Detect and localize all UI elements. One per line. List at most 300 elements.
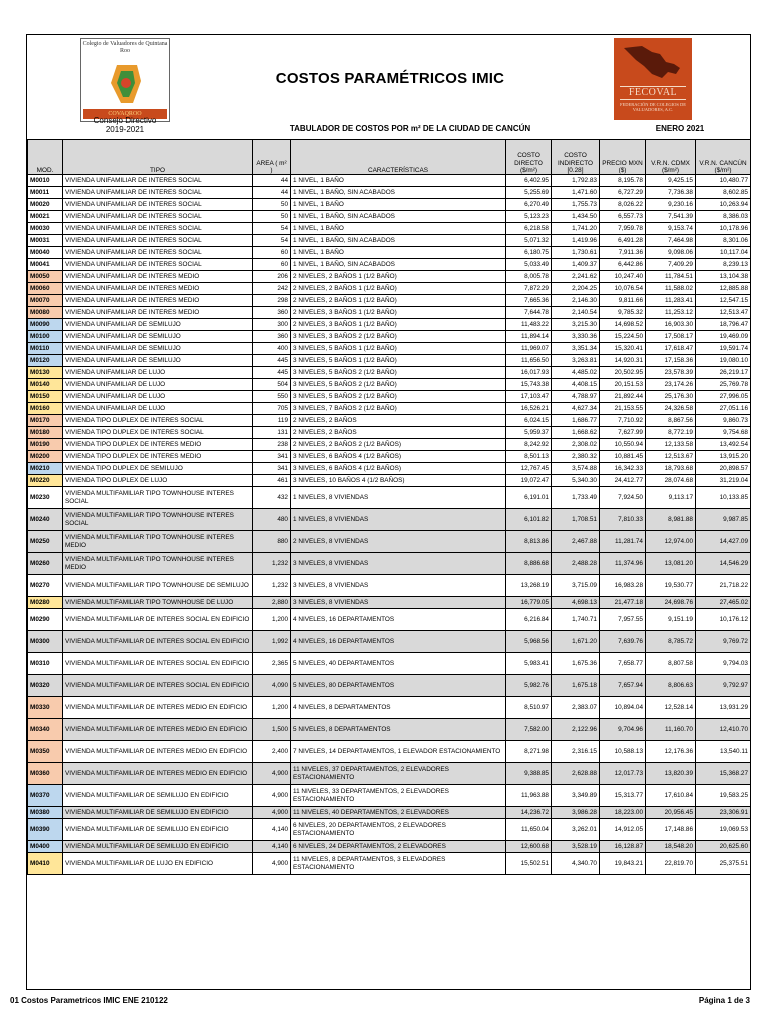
cell-area: 238 xyxy=(253,439,291,451)
cell-area: 4,090 xyxy=(253,675,291,697)
cell-tipo: VIVIENDA MULTIFAMILIAR DE SEMILUJO EN EDIFICIO xyxy=(63,819,253,841)
cell-tipo: VIVIENDA UNIFAMILIAR DE SEMILUJO xyxy=(63,331,253,343)
cell-precio: 19,843.21 xyxy=(600,853,646,875)
cell-precio: 8,026.22 xyxy=(600,199,646,211)
cell-mod: M0410 xyxy=(28,853,63,875)
cell-tipo: VIVIENDA TIPO DUPLEX DE LUJO xyxy=(63,475,253,487)
logo-band: COVAQROO xyxy=(83,109,167,119)
cell-costo-indirecto: 3,574.88 xyxy=(552,463,600,475)
cell-costo-directo: 12,600.68 xyxy=(506,841,552,853)
cell-tipo: VIVIENDA MULTIFAMILIAR DE SEMILUJO EN EDIFICIO xyxy=(63,841,253,853)
cell-precio: 12,017.73 xyxy=(600,763,646,785)
cell-tipo: VIVIENDA MULTIFAMILIAR DE INTERES SOCIAL EN EDIFICIO xyxy=(63,653,253,675)
cell-vrn-cdmx: 8,867.56 xyxy=(646,415,696,427)
cell-costo-indirecto: 2,122.96 xyxy=(552,719,600,741)
cell-caracteristicas: 3 NIVELES, 5 BAÑOS 1 (1/2 BAÑO) xyxy=(291,355,506,367)
cell-area: 341 xyxy=(253,451,291,463)
cell-caracteristicas: 2 NIVELES, 3 BAÑOS 1 (1/2 BAÑO) xyxy=(291,319,506,331)
cell-costo-directo: 5,123.23 xyxy=(506,211,552,223)
table-row xyxy=(28,355,751,367)
cell-costo-directo: 5,982.76 xyxy=(506,675,552,697)
cell-costo-indirecto: 1,409.37 xyxy=(552,259,600,271)
cell-area: 50 xyxy=(253,211,291,223)
cell-vrn-cancun: 9,860.73 xyxy=(696,415,751,427)
cell-caracteristicas: 1 NIVEL, 1 BAÑO xyxy=(291,223,506,235)
table-row xyxy=(28,223,751,235)
cell-precio: 10,881.45 xyxy=(600,451,646,463)
table-row xyxy=(28,631,751,653)
cell-tipo: VIVIENDA UNIFAMILIAR DE INTERES SOCIAL xyxy=(63,211,253,223)
cell-tipo: VIVIENDA UNIFAMILIAR DE LUJO xyxy=(63,367,253,379)
cell-tipo: VIVIENDA UNIFAMILIAR DE SEMILUJO xyxy=(63,355,253,367)
cell-costo-indirecto: 3,262.01 xyxy=(552,819,600,841)
cell-area: 2,880 xyxy=(253,597,291,609)
cell-costo-indirecto: 2,380.32 xyxy=(552,451,600,463)
cell-precio: 6,727.29 xyxy=(600,187,646,199)
cell-mod: M0140 xyxy=(28,379,63,391)
cell-vrn-cancun: 19,069.53 xyxy=(696,819,751,841)
cell-tipo: VIVIENDA MULTIFAMILIAR DE INTERES MEDIO EN EDIFICIO xyxy=(63,719,253,741)
cell-caracteristicas: 4 NIVELES, 16 DEPARTAMENTOS xyxy=(291,609,506,631)
cell-mod: M0400 xyxy=(28,841,63,853)
cell-costo-directo: 8,501.13 xyxy=(506,451,552,463)
cell-mod: M0011 xyxy=(28,187,63,199)
cell-mod: M0080 xyxy=(28,307,63,319)
cell-area: 4,900 xyxy=(253,785,291,807)
header-precio: PRECIO MXN ($) xyxy=(600,140,646,175)
table-row xyxy=(28,427,751,439)
cell-mod: M0220 xyxy=(28,475,63,487)
cell-precio: 11,281.74 xyxy=(600,531,646,553)
cell-costo-directo: 9,388.85 xyxy=(506,763,552,785)
cell-precio: 7,657.94 xyxy=(600,675,646,697)
cell-caracteristicas: 3 NIVELES, 6 BAÑOS 4 (1/2 BAÑOS) xyxy=(291,463,506,475)
cell-area: 705 xyxy=(253,403,291,415)
cell-area: 119 xyxy=(253,415,291,427)
cell-area: 4,900 xyxy=(253,807,291,819)
cell-mod: M0060 xyxy=(28,283,63,295)
cell-vrn-cdmx: 8,785.72 xyxy=(646,631,696,653)
cell-vrn-cancun: 27,996.05 xyxy=(696,391,751,403)
cell-vrn-cancun: 12,885.88 xyxy=(696,283,751,295)
cell-costo-directo: 16,779.05 xyxy=(506,597,552,609)
cell-caracteristicas: 5 NIVELES, 40 DEPARTAMENTOS xyxy=(291,653,506,675)
cell-area: 550 xyxy=(253,391,291,403)
cell-costo-indirecto: 3,330.36 xyxy=(552,331,600,343)
cell-caracteristicas: 2 NIVELES, 2 BAÑOS 1 (1/2 BAÑO) xyxy=(291,283,506,295)
table-row xyxy=(28,187,751,199)
cell-costo-directo: 16,017.93 xyxy=(506,367,552,379)
fecoval-logo xyxy=(614,38,692,120)
cell-caracteristicas: 6 NIVELES, 24 DEPARTAMENTOS, 2 ELEVADORES xyxy=(291,841,506,853)
cell-vrn-cdmx: 12,513.67 xyxy=(646,451,696,463)
cell-costo-directo: 15,743.38 xyxy=(506,379,552,391)
cell-costo-directo: 14,236.72 xyxy=(506,807,552,819)
cell-vrn-cancun: 13,104.38 xyxy=(696,271,751,283)
cell-area: 44 xyxy=(253,175,291,187)
cell-caracteristicas: 3 NIVELES, 8 VIVIENDAS xyxy=(291,553,506,575)
cell-vrn-cancun: 10,480.77 xyxy=(696,175,751,187)
cell-precio: 21,892.44 xyxy=(600,391,646,403)
covaqroo-logo xyxy=(80,38,170,122)
cell-mod: M0040 xyxy=(28,247,63,259)
cell-caracteristicas: 3 NIVELES, 5 BAÑOS 2 (1/2 BAÑO) xyxy=(291,379,506,391)
cell-vrn-cdmx: 11,253.12 xyxy=(646,307,696,319)
cell-precio: 20,502.95 xyxy=(600,367,646,379)
table-row xyxy=(28,271,751,283)
cell-costo-directo: 6,191.01 xyxy=(506,487,552,509)
cell-costo-directo: 8,886.68 xyxy=(506,553,552,575)
cell-costo-directo: 5,071.32 xyxy=(506,235,552,247)
cell-vrn-cdmx: 7,464.98 xyxy=(646,235,696,247)
cell-tipo: VIVIENDA UNIFAMILIAR DE INTERES SOCIAL xyxy=(63,199,253,211)
cell-precio: 21,477.18 xyxy=(600,597,646,609)
cell-tipo: VIVIENDA MULTIFAMILIAR DE INTERES MEDIO EN EDIFICIO xyxy=(63,697,253,719)
cell-area: 1,992 xyxy=(253,631,291,653)
fecoval-subtitle: FEDERACIÓN DE COLEGIOS DE VALUADORES, A.C. xyxy=(619,102,687,112)
cost-table xyxy=(27,139,751,875)
table-row xyxy=(28,653,751,675)
cell-caracteristicas: 3 NIVELES, 8 VIVIENDAS xyxy=(291,575,506,597)
cell-vrn-cancun: 12,410.70 xyxy=(696,719,751,741)
cell-caracteristicas: 2 NIVELES, 2 BAÑOS 1 (1/2 BAÑO) xyxy=(291,295,506,307)
cell-costo-indirecto: 1,419.96 xyxy=(552,235,600,247)
cell-costo-indirecto: 4,627.34 xyxy=(552,403,600,415)
cell-mod: M0160 xyxy=(28,403,63,415)
cell-vrn-cdmx: 17,610.84 xyxy=(646,785,696,807)
cell-vrn-cdmx: 11,588.02 xyxy=(646,283,696,295)
cell-area: 300 xyxy=(253,319,291,331)
cell-costo-indirecto: 4,698.13 xyxy=(552,597,600,609)
cell-area: 2,400 xyxy=(253,741,291,763)
cell-tipo: VIVIENDA UNIFAMILIAR DE INTERES SOCIAL xyxy=(63,187,253,199)
cell-precio: 7,911.36 xyxy=(600,247,646,259)
cell-costo-directo: 5,983.41 xyxy=(506,653,552,675)
cell-area: 1,200 xyxy=(253,609,291,631)
cell-vrn-cdmx: 17,508.17 xyxy=(646,331,696,343)
cell-vrn-cancun: 14,546.29 xyxy=(696,553,751,575)
cell-area: 360 xyxy=(253,307,291,319)
cell-caracteristicas: 1 NIVELES, 8 VIVIENDAS xyxy=(291,487,506,509)
cell-caracteristicas: 6 NIVELES, 20 DEPARTAMENTOS, 2 ELEVADORES ESTACIONAMIENTO xyxy=(291,819,506,841)
table-row xyxy=(28,295,751,307)
cell-costo-directo: 5,255.69 xyxy=(506,187,552,199)
cell-costo-indirecto: 2,146.30 xyxy=(552,295,600,307)
cell-vrn-cancun: 21,718.22 xyxy=(696,575,751,597)
table-row xyxy=(28,175,751,187)
cell-costo-indirecto: 3,351.34 xyxy=(552,343,600,355)
cell-vrn-cancun: 9,794.03 xyxy=(696,653,751,675)
cell-vrn-cancun: 12,513.47 xyxy=(696,307,751,319)
table-row xyxy=(28,379,751,391)
table-row xyxy=(28,439,751,451)
cell-mod: M0070 xyxy=(28,295,63,307)
cell-vrn-cancun: 13,931.29 xyxy=(696,697,751,719)
cell-vrn-cdmx: 8,806.63 xyxy=(646,675,696,697)
cell-caracteristicas: 3 NIVELES, 7 BAÑOS 2 (1/2 BAÑO) xyxy=(291,403,506,415)
cell-precio: 16,342.33 xyxy=(600,463,646,475)
cell-caracteristicas: 1 NIVEL, 1 BAÑO, SIN ACABADOS xyxy=(291,187,506,199)
cell-mod: M0021 xyxy=(28,211,63,223)
cell-caracteristicas: 11 NIVELES, 33 DEPARTAMENTOS, 2 ELEVADORES ESTACIONAMIENTO xyxy=(291,785,506,807)
cell-area: 1,200 xyxy=(253,697,291,719)
cell-caracteristicas: 1 NIVEL, 1 BAÑO xyxy=(291,175,506,187)
table-row xyxy=(28,487,751,509)
cell-vrn-cancun: 18,796.47 xyxy=(696,319,751,331)
cell-costo-directo: 8,271.98 xyxy=(506,741,552,763)
cell-mod: M0210 xyxy=(28,463,63,475)
cell-mod: M0280 xyxy=(28,597,63,609)
consejo-line2: 2019-2021 xyxy=(105,125,145,134)
cell-tipo: VIVIENDA MULTIFAMILIAR TIPO TOWNHOUSE INTERES MEDIO xyxy=(63,553,253,575)
cell-tipo: VIVIENDA UNIFAMILIAR DE LUJO xyxy=(63,379,253,391)
cell-costo-directo: 11,969.07 xyxy=(506,343,552,355)
cell-tipo: VIVIENDA MULTIFAMILIAR TIPO TOWNHOUSE INTERES MEDIO xyxy=(63,531,253,553)
table-row xyxy=(28,697,751,719)
cell-costo-indirecto: 2,241.62 xyxy=(552,271,600,283)
cell-vrn-cdmx: 11,283.41 xyxy=(646,295,696,307)
cell-costo-indirecto: 1,730.61 xyxy=(552,247,600,259)
cell-costo-directo: 11,963.88 xyxy=(506,785,552,807)
cell-mod: M0020 xyxy=(28,199,63,211)
page-subtitle: TABULADOR DE COSTOS POR m² DE LA CIUDAD DE CANCÚN xyxy=(289,124,531,133)
cell-tipo: VIVIENDA UNIFAMILIAR DE INTERES MEDIO xyxy=(63,307,253,319)
cell-costo-directo: 6,270.49 xyxy=(506,199,552,211)
cell-vrn-cancun: 8,301.06 xyxy=(696,235,751,247)
cell-costo-directo: 15,502.51 xyxy=(506,853,552,875)
cell-costo-indirecto: 4,485.02 xyxy=(552,367,600,379)
cell-tipo: VIVIENDA MULTIFAMILIAR TIPO TOWNHOUSE DE LUJO xyxy=(63,597,253,609)
cell-vrn-cancun: 10,263.94 xyxy=(696,199,751,211)
cell-tipo: VIVIENDA TIPO DUPLEX DE INTERES SOCIAL xyxy=(63,415,253,427)
cell-vrn-cdmx: 12,974.00 xyxy=(646,531,696,553)
cell-costo-directo: 13,268.19 xyxy=(506,575,552,597)
cell-area: 60 xyxy=(253,247,291,259)
cell-tipo: VIVIENDA TIPO DUPLEX DE INTERES SOCIAL xyxy=(63,427,253,439)
table-row xyxy=(28,785,751,807)
cell-vrn-cancun: 19,583.25 xyxy=(696,785,751,807)
cell-caracteristicas: 3 NIVELES, 5 BAÑOS 2 (1/2 BAÑO) xyxy=(291,367,506,379)
cell-caracteristicas: 4 NIVELES, 16 DEPARTAMENTOS xyxy=(291,631,506,653)
cell-costo-indirecto: 2,140.54 xyxy=(552,307,600,319)
cell-vrn-cdmx: 9,098.06 xyxy=(646,247,696,259)
fecoval-name: FECOVAL xyxy=(620,86,686,100)
cell-vrn-cancun: 25,769.78 xyxy=(696,379,751,391)
cell-costo-directo: 6,180.75 xyxy=(506,247,552,259)
cell-vrn-cdmx: 22,819.70 xyxy=(646,853,696,875)
cell-mod: M0170 xyxy=(28,415,63,427)
cell-area: 1,232 xyxy=(253,553,291,575)
cell-tipo: VIVIENDA UNIFAMILIAR DE INTERES MEDIO xyxy=(63,283,253,295)
cell-tipo: VIVIENDA UNIFAMILIAR DE INTERES MEDIO xyxy=(63,271,253,283)
cell-vrn-cdmx: 13,081.20 xyxy=(646,553,696,575)
cell-mod: M0260 xyxy=(28,553,63,575)
cell-vrn-cdmx: 20,956.45 xyxy=(646,807,696,819)
table-row xyxy=(28,531,751,553)
cell-mod: M0380 xyxy=(28,807,63,819)
cell-mod: M0290 xyxy=(28,609,63,631)
cell-vrn-cancun: 15,368.27 xyxy=(696,763,751,785)
cell-mod: M0200 xyxy=(28,451,63,463)
cell-tipo: VIVIENDA TIPO DUPLEX DE SEMILUJO xyxy=(63,463,253,475)
cell-costo-indirecto: 3,349.89 xyxy=(552,785,600,807)
cell-precio: 18,223.00 xyxy=(600,807,646,819)
cell-tipo: VIVIENDA UNIFAMILIAR DE SEMILUJO xyxy=(63,319,253,331)
cell-precio: 7,957.55 xyxy=(600,609,646,631)
cell-costo-indirecto: 3,263.81 xyxy=(552,355,600,367)
cell-precio: 16,128.87 xyxy=(600,841,646,853)
cell-costo-indirecto: 2,488.28 xyxy=(552,553,600,575)
cell-mod: M0340 xyxy=(28,719,63,741)
cell-costo-indirecto: 1,471.60 xyxy=(552,187,600,199)
cell-vrn-cancun: 13,492.54 xyxy=(696,439,751,451)
table-row xyxy=(28,553,751,575)
header-costo-indirecto: COSTO INDIRECTO [0.28] xyxy=(552,140,600,175)
cell-area: 1,500 xyxy=(253,719,291,741)
cell-vrn-cancun: 9,987.85 xyxy=(696,509,751,531)
cell-tipo: VIVIENDA UNIFAMILIAR DE INTERES SOCIAL xyxy=(63,223,253,235)
table-row xyxy=(28,819,751,841)
cell-caracteristicas: 5 NIVELES, 8 DEPARTAMENTOS xyxy=(291,719,506,741)
cell-tipo: VIVIENDA UNIFAMILIAR DE INTERES SOCIAL xyxy=(63,247,253,259)
cell-costo-directo: 11,650.04 xyxy=(506,819,552,841)
cell-tipo: VIVIENDA MULTIFAMILIAR DE INTERES SOCIAL EN EDIFICIO xyxy=(63,675,253,697)
cell-mod: M0180 xyxy=(28,427,63,439)
document-date: ENERO 2021 xyxy=(655,124,705,133)
cell-tipo: VIVIENDA UNIFAMILIAR DE INTERES SOCIAL xyxy=(63,259,253,271)
cell-costo-indirecto: 2,383.07 xyxy=(552,697,600,719)
cell-area: 2,365 xyxy=(253,653,291,675)
cell-caracteristicas: 3 NIVELES, 6 BAÑOS 4 (1/2 BAÑOS) xyxy=(291,451,506,463)
cell-tipo: VIVIENDA MULTIFAMILIAR DE INTERES MEDIO EN EDIFICIO xyxy=(63,763,253,785)
cell-costo-indirecto: 1,686.77 xyxy=(552,415,600,427)
cell-area: 54 xyxy=(253,223,291,235)
cell-mod: M0390 xyxy=(28,819,63,841)
cell-tipo: VIVIENDA UNIFAMILIAR DE LUJO xyxy=(63,403,253,415)
cell-mod: M0110 xyxy=(28,343,63,355)
cell-costo-indirecto: 1,668.62 xyxy=(552,427,600,439)
cell-precio: 10,247.40 xyxy=(600,271,646,283)
cell-vrn-cdmx: 9,153.74 xyxy=(646,223,696,235)
table-row xyxy=(28,719,751,741)
quintana-roo-emblem-icon xyxy=(103,61,149,107)
cell-costo-indirecto: 2,316.15 xyxy=(552,741,600,763)
cell-caracteristicas: 1 NIVEL, 1 BAÑO xyxy=(291,199,506,211)
cell-vrn-cancun: 10,176.12 xyxy=(696,609,751,631)
table-row xyxy=(28,575,751,597)
cell-costo-directo: 16,526.21 xyxy=(506,403,552,415)
cell-tipo: VIVIENDA MULTIFAMILIAR TIPO TOWNHOUSE INTERES SOCIAL xyxy=(63,487,253,509)
cell-mod: M0130 xyxy=(28,367,63,379)
cell-vrn-cdmx: 19,530.77 xyxy=(646,575,696,597)
cell-area: 1,232 xyxy=(253,575,291,597)
cell-vrn-cdmx: 17,148.86 xyxy=(646,819,696,841)
cell-precio: 9,704.96 xyxy=(600,719,646,741)
table-row xyxy=(28,391,751,403)
table-row xyxy=(28,475,751,487)
cell-tipo: VIVIENDA MULTIFAMILIAR DE INTERES SOCIAL EN EDIFICIO xyxy=(63,631,253,653)
table-row xyxy=(28,509,751,531)
cell-area: 504 xyxy=(253,379,291,391)
table-row xyxy=(28,403,751,415)
cell-tipo: VIVIENDA UNIFAMILIAR DE INTERES SOCIAL xyxy=(63,235,253,247)
cell-tipo: VIVIENDA MULTIFAMILIAR DE INTERES SOCIAL EN EDIFICIO xyxy=(63,609,253,631)
cell-tipo: VIVIENDA MULTIFAMILIAR DE SEMILUJO EN EDIFICIO xyxy=(63,807,253,819)
cell-mod: M0120 xyxy=(28,355,63,367)
cell-vrn-cancun: 9,769.72 xyxy=(696,631,751,653)
cell-mod: M0240 xyxy=(28,509,63,531)
cell-vrn-cancun: 20,625.60 xyxy=(696,841,751,853)
cell-tipo: VIVIENDA TIPO DUPLEX DE INTERES MEDIO xyxy=(63,451,253,463)
header-caracteristicas: CARACTERÍSTICAS xyxy=(291,140,506,175)
cell-costo-indirecto: 1,675.18 xyxy=(552,675,600,697)
cell-tipo: VIVIENDA UNIFAMILIAR DE SEMILUJO xyxy=(63,343,253,355)
header-tipo: TIPO xyxy=(63,140,253,175)
cell-costo-directo: 8,813.86 xyxy=(506,531,552,553)
cell-costo-directo: 19,072.47 xyxy=(506,475,552,487)
table-row xyxy=(28,343,751,355)
cell-precio: 9,785.32 xyxy=(600,307,646,319)
cell-vrn-cdmx: 8,772.19 xyxy=(646,427,696,439)
cell-costo-indirecto: 3,986.28 xyxy=(552,807,600,819)
cell-vrn-cdmx: 13,820.39 xyxy=(646,763,696,785)
cell-vrn-cdmx: 11,160.70 xyxy=(646,719,696,741)
cell-area: 400 xyxy=(253,343,291,355)
cell-caracteristicas: 2 NIVELES, 2 BAÑOS 1 (1/2 BAÑO) xyxy=(291,271,506,283)
cell-caracteristicas: 11 NIVELES, 37 DEPARTAMENTOS, 2 ELEVADORES ESTACIONAMIENTO xyxy=(291,763,506,785)
cell-precio: 8,195.78 xyxy=(600,175,646,187)
cell-precio: 15,320.41 xyxy=(600,343,646,355)
cell-costo-indirecto: 1,792.83 xyxy=(552,175,600,187)
cell-area: 445 xyxy=(253,355,291,367)
cell-costo-indirecto: 2,308.02 xyxy=(552,439,600,451)
table-row xyxy=(28,451,751,463)
cell-precio: 14,912.05 xyxy=(600,819,646,841)
table-header-row xyxy=(28,140,751,175)
cell-costo-indirecto: 4,788.97 xyxy=(552,391,600,403)
cell-vrn-cancun: 13,540.11 xyxy=(696,741,751,763)
cell-precio: 6,442.86 xyxy=(600,259,646,271)
cell-mod: M0300 xyxy=(28,631,63,653)
cell-costo-directo: 5,959.37 xyxy=(506,427,552,439)
cell-area: 432 xyxy=(253,487,291,509)
cell-caracteristicas: 1 NIVEL, 1 BAÑO xyxy=(291,247,506,259)
cell-mod: M0330 xyxy=(28,697,63,719)
cell-precio: 7,627.99 xyxy=(600,427,646,439)
header-mod: MOD. xyxy=(28,140,63,175)
cell-costo-indirecto: 5,340.30 xyxy=(552,475,600,487)
cell-tipo: VIVIENDA UNIFAMILIAR DE INTERES MEDIO xyxy=(63,295,253,307)
cell-costo-directo: 11,483.22 xyxy=(506,319,552,331)
cell-vrn-cdmx: 9,425.15 xyxy=(646,175,696,187)
cell-caracteristicas: 2 NIVELES, 8 VIVIENDAS xyxy=(291,531,506,553)
header-area: AREA ( m² ) xyxy=(253,140,291,175)
header-vrn-cancun: V.R.N. CANCÚN ($/m²) xyxy=(696,140,751,175)
table-row xyxy=(28,211,751,223)
cell-precio: 7,710.92 xyxy=(600,415,646,427)
cell-area: 54 xyxy=(253,235,291,247)
cell-costo-directo: 7,665.36 xyxy=(506,295,552,307)
cell-vrn-cancun: 25,375.51 xyxy=(696,853,751,875)
table-row xyxy=(28,609,751,631)
cell-precio: 6,491.28 xyxy=(600,235,646,247)
cell-costo-directo: 8,510.97 xyxy=(506,697,552,719)
cell-costo-indirecto: 1,671.20 xyxy=(552,631,600,653)
cell-vrn-cdmx: 9,151.19 xyxy=(646,609,696,631)
cell-mod: M0030 xyxy=(28,223,63,235)
cell-precio: 7,658.77 xyxy=(600,653,646,675)
table-row xyxy=(28,307,751,319)
